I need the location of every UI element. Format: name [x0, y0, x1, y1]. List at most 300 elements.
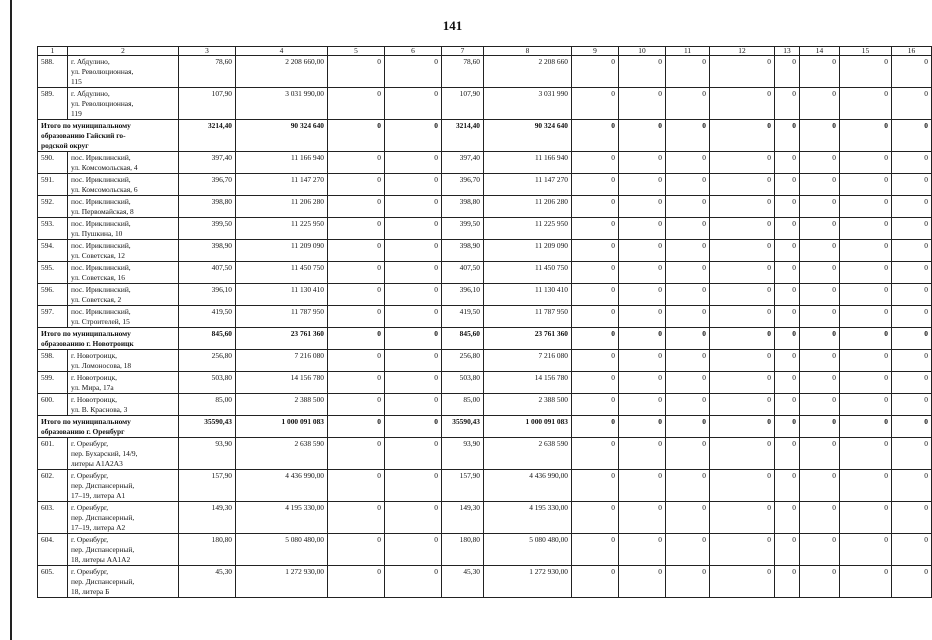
table-row	[38, 306, 932, 328]
value-cell: 0	[775, 262, 800, 284]
value-cell: 0	[572, 470, 619, 502]
value-cell: 0	[800, 350, 840, 372]
value-cell: 0	[619, 174, 666, 196]
table-row	[38, 174, 932, 196]
value-cell: 0	[328, 306, 385, 328]
address-cell: г. Абдулино, ул. Революционная, 119	[68, 88, 179, 120]
value-cell: 0	[710, 152, 775, 174]
table-row	[38, 284, 932, 306]
value-cell: 0	[800, 120, 840, 152]
row-number: 590.	[38, 152, 68, 174]
value-cell: 0	[840, 438, 892, 470]
row-number: 600.	[38, 394, 68, 416]
area-cell: 107,90	[442, 88, 484, 120]
area-cell: 399,50	[442, 218, 484, 240]
value-cell: 0	[572, 88, 619, 120]
column-number: 11	[666, 47, 710, 56]
value-cell: 0	[385, 394, 442, 416]
table-row	[38, 438, 932, 470]
table-row	[38, 218, 932, 240]
column-number: 7	[442, 47, 484, 56]
value-cell: 0	[619, 502, 666, 534]
value-cell: 0	[328, 502, 385, 534]
row-number: 597.	[38, 306, 68, 328]
table-row	[38, 56, 932, 88]
cost-cell: 7 216 080	[484, 350, 572, 372]
column-number: 12	[710, 47, 775, 56]
subtotal-row	[38, 416, 932, 438]
value-cell: 0	[572, 262, 619, 284]
value-cell: 0	[775, 152, 800, 174]
row-number: 592.	[38, 196, 68, 218]
area-cell: 845,60	[442, 328, 484, 350]
cost-cell: 4 436 990,00	[484, 470, 572, 502]
column-number: 13	[775, 47, 800, 56]
value-cell: 0	[572, 372, 619, 394]
table-row	[38, 394, 932, 416]
address-cell: г. Оренбург, пер. Диспансерный, 18, литеры АА1А2	[68, 534, 179, 566]
value-cell: 0	[800, 56, 840, 88]
value-cell: 0	[328, 120, 385, 152]
value-cell: 0	[800, 566, 840, 598]
value-cell: 0	[710, 240, 775, 262]
value-cell: 0	[775, 328, 800, 350]
value-cell: 0	[840, 174, 892, 196]
value-cell: 0	[800, 240, 840, 262]
value-cell: 0	[710, 470, 775, 502]
value-cell: 0	[800, 284, 840, 306]
value-cell: 0	[666, 262, 710, 284]
value-cell: 0	[619, 88, 666, 120]
value-cell: 0	[800, 218, 840, 240]
value-cell: 0	[775, 534, 800, 566]
value-cell: 0	[666, 328, 710, 350]
value-cell: 0	[385, 56, 442, 88]
value-cell: 0	[840, 152, 892, 174]
value-cell: 0	[328, 416, 385, 438]
value-cell: 0	[892, 394, 932, 416]
row-number: 599.	[38, 372, 68, 394]
value-cell: 0	[385, 534, 442, 566]
cost-cell: 90 324 640	[484, 120, 572, 152]
area-cell: 149,30	[179, 502, 236, 534]
value-cell: 0	[385, 120, 442, 152]
value-cell: 0	[892, 534, 932, 566]
value-cell: 0	[572, 394, 619, 416]
area-cell: 503,80	[442, 372, 484, 394]
value-cell: 0	[666, 394, 710, 416]
value-cell: 0	[710, 88, 775, 120]
value-cell: 0	[328, 284, 385, 306]
area-cell: 107,90	[179, 88, 236, 120]
value-cell: 0	[619, 470, 666, 502]
value-cell: 0	[666, 174, 710, 196]
address-cell: пос. Ириклинский, ул. Первомайская, 8	[68, 196, 179, 218]
value-cell: 0	[619, 196, 666, 218]
value-cell: 0	[775, 196, 800, 218]
value-cell: 0	[775, 470, 800, 502]
value-cell: 0	[328, 534, 385, 566]
value-cell: 0	[775, 120, 800, 152]
value-cell: 0	[572, 56, 619, 88]
value-cell: 0	[840, 470, 892, 502]
value-cell: 0	[619, 438, 666, 470]
value-cell: 0	[328, 394, 385, 416]
area-cell: 398,90	[442, 240, 484, 262]
address-cell: г. Абдулино, ул. Революционная, 115	[68, 56, 179, 88]
cost-cell: 2 208 660	[484, 56, 572, 88]
cost-cell: 4 436 990,00	[236, 470, 328, 502]
column-number: 8	[484, 47, 572, 56]
area-cell: 157,90	[442, 470, 484, 502]
area-cell: 407,50	[179, 262, 236, 284]
property-table	[37, 46, 932, 598]
value-cell: 0	[710, 350, 775, 372]
value-cell: 0	[666, 470, 710, 502]
subtotal-label: Итого по муниципальному образованию г. Новотроицк	[38, 328, 179, 350]
row-number: 595.	[38, 262, 68, 284]
cost-cell: 11 225 950	[236, 218, 328, 240]
value-cell: 0	[619, 152, 666, 174]
area-cell: 845,60	[179, 328, 236, 350]
value-cell: 0	[619, 56, 666, 88]
area-cell: 35590,43	[179, 416, 236, 438]
value-cell: 0	[619, 328, 666, 350]
row-number: 591.	[38, 174, 68, 196]
value-cell: 0	[800, 394, 840, 416]
cost-cell: 7 216 080	[236, 350, 328, 372]
value-cell: 0	[710, 174, 775, 196]
value-cell: 0	[619, 534, 666, 566]
value-cell: 0	[775, 218, 800, 240]
value-cell: 0	[385, 262, 442, 284]
row-number: 596.	[38, 284, 68, 306]
value-cell: 0	[385, 566, 442, 598]
area-cell: 396,70	[442, 174, 484, 196]
table-row	[38, 196, 932, 218]
value-cell: 0	[666, 566, 710, 598]
value-cell: 0	[572, 240, 619, 262]
value-cell: 0	[892, 174, 932, 196]
value-cell: 0	[710, 372, 775, 394]
area-cell: 45,30	[442, 566, 484, 598]
address-cell: пос. Ириклинский, ул. Строителей, 15	[68, 306, 179, 328]
area-cell: 149,30	[442, 502, 484, 534]
area-cell: 93,90	[179, 438, 236, 470]
cost-cell: 3 031 990	[484, 88, 572, 120]
value-cell: 0	[892, 328, 932, 350]
cost-cell: 11 450 750	[484, 262, 572, 284]
value-cell: 0	[385, 196, 442, 218]
value-cell: 0	[775, 284, 800, 306]
value-cell: 0	[666, 56, 710, 88]
value-cell: 0	[710, 196, 775, 218]
cost-cell: 1 000 091 083	[484, 416, 572, 438]
value-cell: 0	[619, 262, 666, 284]
column-number: 5	[328, 47, 385, 56]
value-cell: 0	[892, 152, 932, 174]
cost-cell: 2 638 590	[236, 438, 328, 470]
cost-cell: 1 000 091 083	[236, 416, 328, 438]
column-number: 2	[68, 47, 179, 56]
value-cell: 0	[328, 470, 385, 502]
area-cell: 419,50	[442, 306, 484, 328]
value-cell: 0	[800, 438, 840, 470]
row-number: 601.	[38, 438, 68, 470]
value-cell: 0	[572, 284, 619, 306]
area-cell: 3214,40	[179, 120, 236, 152]
column-number: 3	[179, 47, 236, 56]
value-cell: 0	[666, 306, 710, 328]
row-number: 605.	[38, 566, 68, 598]
subtotal-row	[38, 120, 932, 152]
cost-cell: 4 195 330,00	[236, 502, 328, 534]
value-cell: 0	[619, 394, 666, 416]
value-cell: 0	[385, 416, 442, 438]
address-cell: пос. Ириклинский, ул. Советская, 12	[68, 240, 179, 262]
value-cell: 0	[840, 328, 892, 350]
value-cell: 0	[619, 372, 666, 394]
value-cell: 0	[619, 416, 666, 438]
value-cell: 0	[710, 306, 775, 328]
value-cell: 0	[385, 88, 442, 120]
subtotal-label: Итого по муниципальному образованию Гайский го- родской округ	[38, 120, 179, 152]
value-cell: 0	[800, 196, 840, 218]
area-cell: 398,90	[179, 240, 236, 262]
value-cell: 0	[572, 120, 619, 152]
value-cell: 0	[775, 416, 800, 438]
value-cell: 0	[840, 218, 892, 240]
row-number: 593.	[38, 218, 68, 240]
address-cell: г. Оренбург, пер. Бухарский, 14/9, литеры А1А2А3	[68, 438, 179, 470]
cost-cell: 5 080 480,00	[236, 534, 328, 566]
value-cell: 0	[775, 438, 800, 470]
area-cell: 85,00	[179, 394, 236, 416]
value-cell: 0	[840, 120, 892, 152]
subtotal-label: Итого по муниципальному образованию г. Оренбург	[38, 416, 179, 438]
row-number: 602.	[38, 470, 68, 502]
value-cell: 0	[666, 240, 710, 262]
area-cell: 256,80	[442, 350, 484, 372]
cost-cell: 11 225 950	[484, 218, 572, 240]
value-cell: 0	[666, 438, 710, 470]
column-number: 15	[840, 47, 892, 56]
value-cell: 0	[666, 218, 710, 240]
value-cell: 0	[666, 534, 710, 566]
area-cell: 419,50	[179, 306, 236, 328]
value-cell: 0	[619, 240, 666, 262]
value-cell: 0	[328, 196, 385, 218]
value-cell: 0	[666, 416, 710, 438]
cost-cell: 11 206 280	[484, 196, 572, 218]
value-cell: 0	[619, 120, 666, 152]
value-cell: 0	[800, 262, 840, 284]
value-cell: 0	[840, 350, 892, 372]
value-cell: 0	[775, 88, 800, 120]
cost-cell: 11 787 950	[484, 306, 572, 328]
value-cell: 0	[619, 566, 666, 598]
table-row	[38, 152, 932, 174]
row-number: 598.	[38, 350, 68, 372]
cost-cell: 11 206 280	[236, 196, 328, 218]
value-cell: 0	[710, 328, 775, 350]
value-cell: 0	[710, 56, 775, 88]
cost-cell: 11 130 410	[236, 284, 328, 306]
table-body	[38, 56, 932, 598]
value-cell: 0	[892, 306, 932, 328]
address-cell: г. Новотроицк, ул. Мира, 17а	[68, 372, 179, 394]
value-cell: 0	[892, 372, 932, 394]
value-cell: 0	[710, 262, 775, 284]
value-cell: 0	[710, 218, 775, 240]
address-cell: пос. Ириклинский, ул. Комсомольская, 4	[68, 152, 179, 174]
area-cell: 503,80	[179, 372, 236, 394]
cost-cell: 3 031 990,00	[236, 88, 328, 120]
column-number: 6	[385, 47, 442, 56]
table-row	[38, 262, 932, 284]
value-cell: 0	[572, 566, 619, 598]
value-cell: 0	[800, 328, 840, 350]
area-cell: 398,80	[442, 196, 484, 218]
value-cell: 0	[328, 328, 385, 350]
value-cell: 0	[775, 350, 800, 372]
area-cell: 78,60	[179, 56, 236, 88]
value-cell: 0	[666, 284, 710, 306]
row-number: 603.	[38, 502, 68, 534]
cost-cell: 5 080 480,00	[484, 534, 572, 566]
column-number: 4	[236, 47, 328, 56]
address-cell: г. Новотроицк, ул. В. Краснова, 3	[68, 394, 179, 416]
row-number: 604.	[38, 534, 68, 566]
value-cell: 0	[710, 394, 775, 416]
value-cell: 0	[800, 502, 840, 534]
area-cell: 399,50	[179, 218, 236, 240]
value-cell: 0	[385, 174, 442, 196]
cost-cell: 23 761 360	[236, 328, 328, 350]
value-cell: 0	[572, 306, 619, 328]
value-cell: 0	[328, 174, 385, 196]
page-number: 141	[442, 18, 463, 33]
value-cell: 0	[619, 350, 666, 372]
value-cell: 0	[892, 218, 932, 240]
value-cell: 0	[775, 174, 800, 196]
value-cell: 0	[775, 306, 800, 328]
value-cell: 0	[840, 56, 892, 88]
address-cell: г. Оренбург, пер. Диспансерный, 17–19, литера А1	[68, 470, 179, 502]
row-number: 588.	[38, 56, 68, 88]
value-cell: 0	[840, 372, 892, 394]
value-cell: 0	[800, 306, 840, 328]
value-cell: 0	[666, 196, 710, 218]
value-cell: 0	[892, 88, 932, 120]
table-row	[38, 566, 932, 598]
value-cell: 0	[328, 350, 385, 372]
value-cell: 0	[710, 534, 775, 566]
address-cell: пос. Ириклинский, ул. Комсомольская, 6	[68, 174, 179, 196]
value-cell: 0	[385, 372, 442, 394]
value-cell: 0	[892, 350, 932, 372]
value-cell: 0	[710, 502, 775, 534]
value-cell: 0	[800, 416, 840, 438]
value-cell: 0	[572, 502, 619, 534]
value-cell: 0	[710, 284, 775, 306]
value-cell: 0	[892, 196, 932, 218]
address-cell: пос. Ириклинский, ул. Пушкина, 10	[68, 218, 179, 240]
value-cell: 0	[800, 470, 840, 502]
value-cell: 0	[572, 328, 619, 350]
value-cell: 0	[710, 416, 775, 438]
area-cell: 396,10	[179, 284, 236, 306]
cost-cell: 11 147 270	[484, 174, 572, 196]
table-row	[38, 240, 932, 262]
value-cell: 0	[666, 372, 710, 394]
value-cell: 0	[385, 502, 442, 534]
value-cell: 0	[619, 306, 666, 328]
area-cell: 397,40	[442, 152, 484, 174]
area-cell: 397,40	[179, 152, 236, 174]
value-cell: 0	[572, 350, 619, 372]
area-cell: 78,60	[442, 56, 484, 88]
column-number: 16	[892, 47, 932, 56]
cost-cell: 14 156 780	[236, 372, 328, 394]
value-cell: 0	[666, 88, 710, 120]
value-cell: 0	[840, 196, 892, 218]
area-cell: 45,30	[179, 566, 236, 598]
value-cell: 0	[775, 240, 800, 262]
area-cell: 157,90	[179, 470, 236, 502]
cost-cell: 14 156 780	[484, 372, 572, 394]
value-cell: 0	[385, 350, 442, 372]
cost-cell: 11 147 270	[236, 174, 328, 196]
address-cell: пос. Ириклинский, ул. Советская, 2	[68, 284, 179, 306]
area-cell: 407,50	[442, 262, 484, 284]
value-cell: 0	[840, 306, 892, 328]
area-cell: 180,80	[442, 534, 484, 566]
value-cell: 0	[892, 470, 932, 502]
cost-cell: 11 130 410	[484, 284, 572, 306]
value-cell: 0	[840, 88, 892, 120]
value-cell: 0	[666, 502, 710, 534]
value-cell: 0	[385, 438, 442, 470]
value-cell: 0	[572, 174, 619, 196]
value-cell: 0	[666, 152, 710, 174]
value-cell: 0	[328, 240, 385, 262]
cost-cell: 23 761 360	[484, 328, 572, 350]
table-row	[38, 502, 932, 534]
value-cell: 0	[892, 438, 932, 470]
area-cell: 396,10	[442, 284, 484, 306]
value-cell: 0	[775, 56, 800, 88]
value-cell: 0	[328, 218, 385, 240]
value-cell: 0	[328, 262, 385, 284]
row-number: 594.	[38, 240, 68, 262]
row-number: 589.	[38, 88, 68, 120]
value-cell: 0	[572, 218, 619, 240]
cost-cell: 11 166 940	[236, 152, 328, 174]
table-row	[38, 372, 932, 394]
area-cell: 256,80	[179, 350, 236, 372]
value-cell: 0	[775, 372, 800, 394]
address-cell: г. Новотроицк, ул. Ломоносова, 18	[68, 350, 179, 372]
value-cell: 0	[840, 284, 892, 306]
value-cell: 0	[619, 218, 666, 240]
value-cell: 0	[892, 566, 932, 598]
value-cell: 0	[892, 240, 932, 262]
area-cell: 180,80	[179, 534, 236, 566]
column-number: 10	[619, 47, 666, 56]
value-cell: 0	[572, 438, 619, 470]
cost-cell: 11 787 950	[236, 306, 328, 328]
